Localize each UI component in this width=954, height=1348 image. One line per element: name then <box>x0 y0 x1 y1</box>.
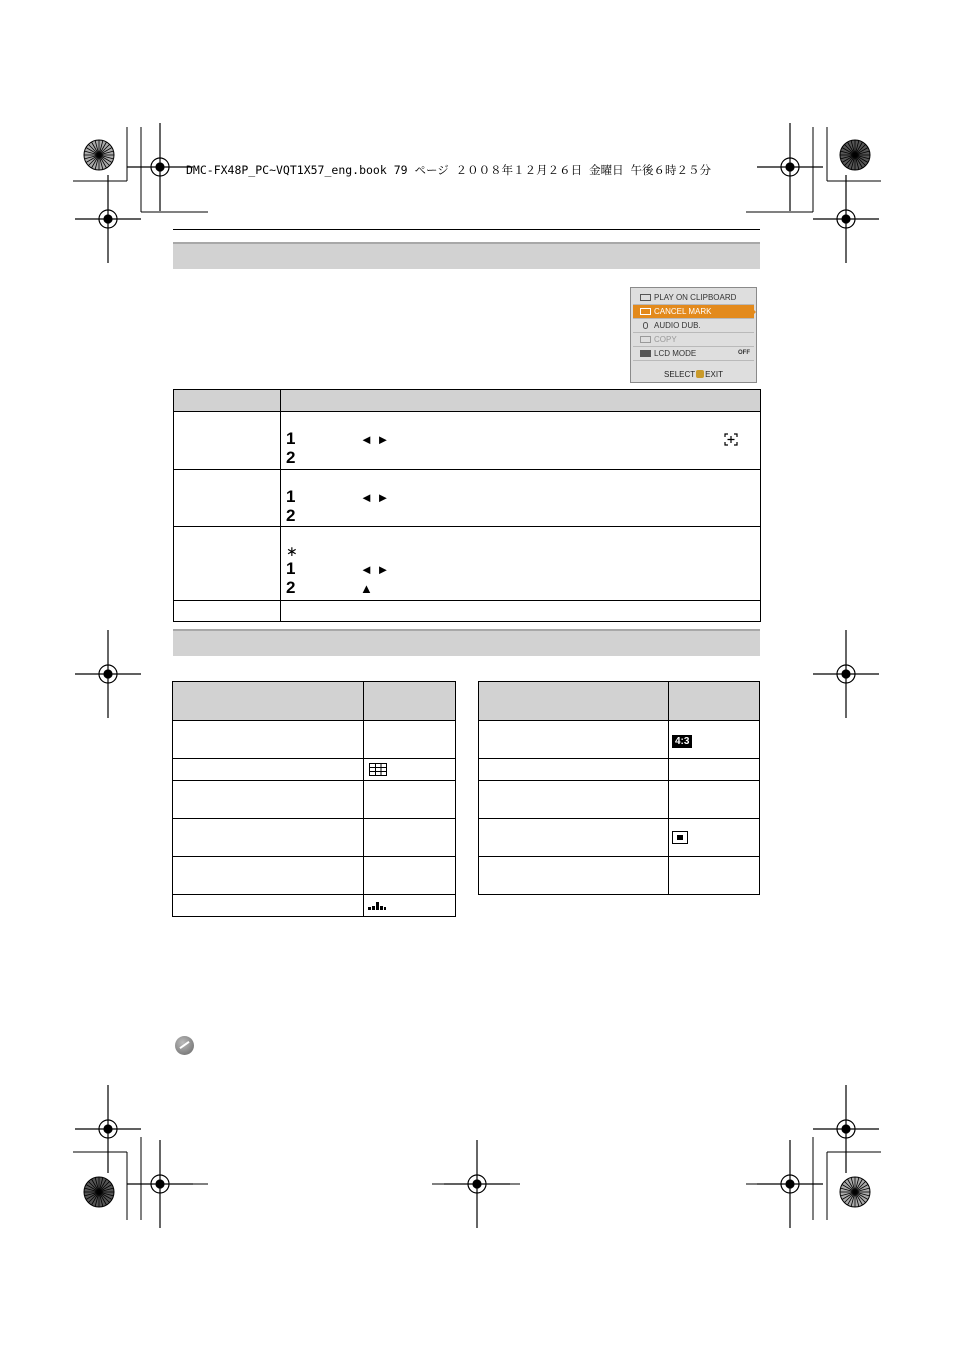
table-row <box>479 857 760 895</box>
dpad-icon <box>696 370 704 378</box>
copy-icon <box>640 336 651 343</box>
menu-item-cancel-mark[interactable]: CANCEL MARK <box>633 305 754 319</box>
step-number: 1 <box>286 559 296 578</box>
file-info-line: DMC-FX48P_PC~VQT1X57_eng.book 79 ページ ２００８年１２月２６日 金曜日 午後６時２５分 <box>186 163 712 177</box>
lcd-icon <box>640 350 651 357</box>
color-wheel-mark <box>84 140 114 170</box>
menu-item-play-on-clipboard[interactable]: PLAY ON CLIPBOARD <box>633 291 754 305</box>
menu-footer: SELECT EXIT <box>664 370 723 379</box>
table-row <box>174 470 761 527</box>
grid-icon <box>369 763 387 776</box>
step-number: 2 <box>286 448 296 467</box>
note-icon <box>175 1036 194 1055</box>
header-rule <box>173 229 760 230</box>
table-row <box>173 759 456 781</box>
color-wheel-mark <box>840 140 870 170</box>
menu-functions-table <box>173 389 761 622</box>
note-asterisk: ∗ <box>286 543 298 559</box>
table-row <box>173 857 456 895</box>
menu-item-copy[interactable]: COPY <box>633 333 754 347</box>
settings-table-right <box>478 681 760 895</box>
table-row <box>479 721 760 759</box>
table-row <box>173 819 456 857</box>
table-header-cell <box>281 390 761 412</box>
table-row <box>174 412 761 470</box>
step-number: 2 <box>286 578 296 597</box>
color-wheel-mark <box>84 1177 114 1207</box>
settings-table-left <box>172 681 456 917</box>
camera-menu-screen <box>630 287 757 383</box>
lcd-mode-value: OFF <box>738 350 750 356</box>
table-row <box>479 781 760 819</box>
cancel-mark-icon <box>640 308 651 315</box>
color-wheel-mark <box>840 1177 870 1207</box>
table-row <box>174 527 761 601</box>
spot-metering-icon <box>672 831 688 844</box>
step-number: 1 <box>286 429 296 448</box>
table-row <box>173 895 456 917</box>
left-right-arrows: ◄ ► <box>360 490 390 505</box>
table-row <box>173 721 456 759</box>
zoom-in-icon <box>724 433 738 446</box>
section-band-top <box>173 242 760 269</box>
histogram-icon <box>368 901 386 911</box>
table-row <box>174 601 761 622</box>
step-number: 1 <box>286 487 296 506</box>
section-band-settings <box>173 629 760 656</box>
aspect-ratio-badge: 4:3 <box>672 735 692 748</box>
left-right-arrows: ◄ ► <box>360 562 390 577</box>
clipboard-icon <box>640 294 651 301</box>
menu-item-audio-dub[interactable]: AUDIO DUB. <box>633 319 754 333</box>
step-number: 2 <box>286 506 296 525</box>
arrow-right-icon <box>752 308 756 316</box>
microphone-icon <box>643 322 648 329</box>
up-arrow: ▲ <box>360 581 373 596</box>
left-right-arrows: ◄ ► <box>360 432 390 447</box>
table-header-cell <box>174 390 281 412</box>
table-row <box>479 759 760 781</box>
table-row <box>479 819 760 857</box>
menu-item-lcd-mode[interactable]: LCD MODE OFF <box>633 347 754 361</box>
table-row <box>173 781 456 819</box>
